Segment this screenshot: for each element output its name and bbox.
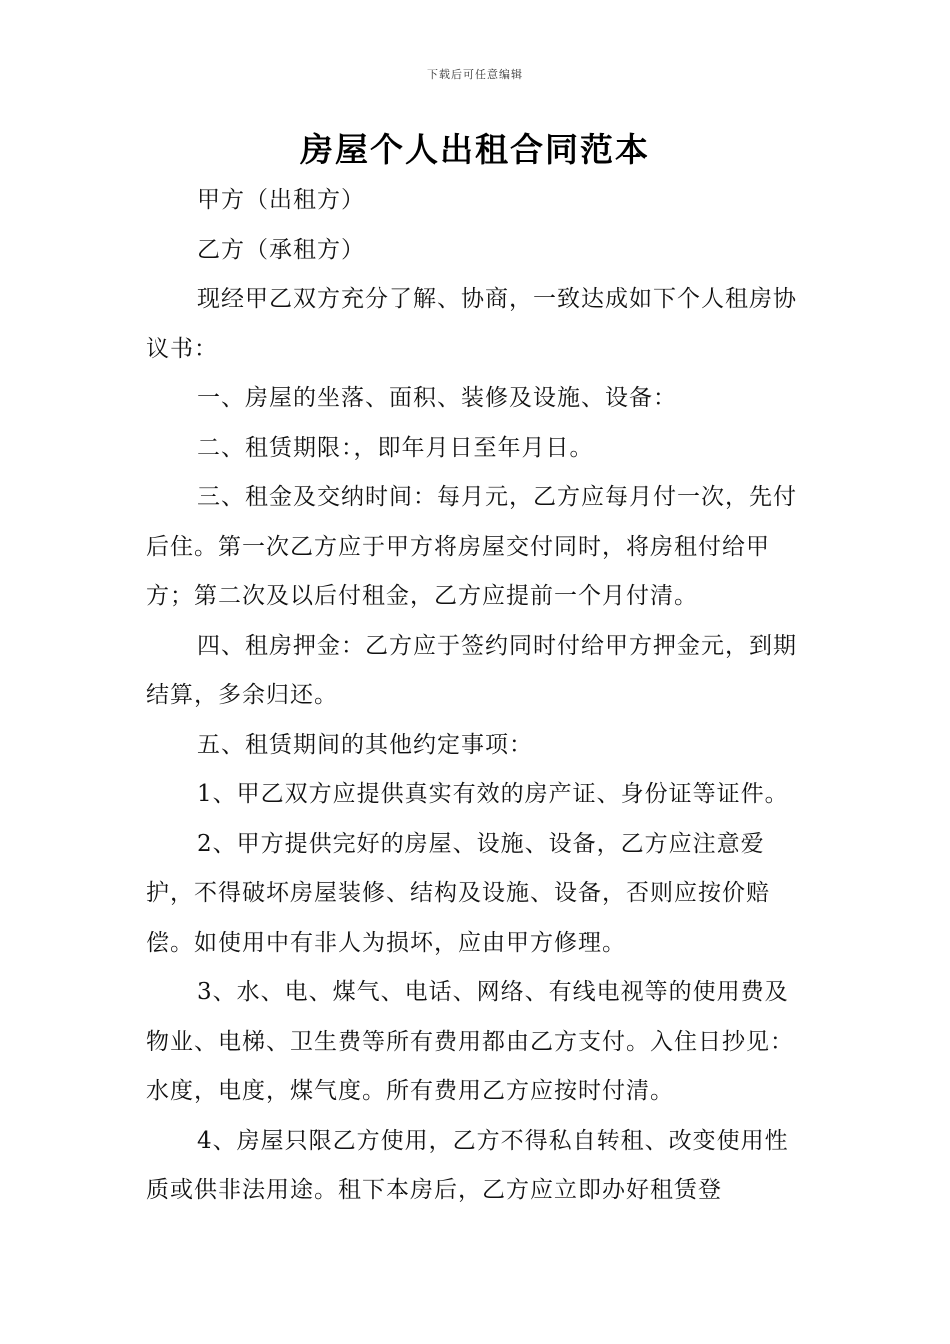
party-a-line: 甲方（出租方）: [197, 187, 365, 213]
clause-1: 一、房屋的坐落、面积、装修及设施、设备：: [197, 385, 677, 411]
clause-4: 四、租房押金：乙方应于签约同时付给甲方押金元，到期结算，多余归还。: [146, 632, 797, 708]
sub-clause-3: 3、水、电、煤气、电话、网络、有线电视等的使用费及物业、电梯、卫生费等所有费用都由乙方支付。入住日抄见：水度，电度，煤气度。所有费用乙方应按时付清。: [146, 979, 794, 1104]
sub-clause-1: 1、甲乙双方应提供真实有效的房产证、身份证等证件。: [197, 781, 789, 807]
document-body: [146, 176, 810, 1216]
clause-5: 五、租赁期间的其他约定事项：: [197, 731, 533, 758]
intro-paragraph: 现经甲乙双方充分了解、协商，一致达成如下个人租房协议书：: [146, 286, 797, 362]
sub-clause-2: 2、甲方提供完好的房屋、设施、设备，乙方应注意爱护，不得破坏房屋装修、结构及设施、设备，否则应按价赔偿。如使用中有非人为损坏，应由甲方修理。: [146, 830, 770, 956]
document-title: 房屋个人出租合同范本: [300, 130, 650, 169]
party-b-line: 乙方（承租方）: [197, 236, 365, 263]
sub-clause-4: 4、房屋只限乙方使用，乙方不得私自转租、改变使用性质或供非法用途。租下本房后，乙方应立即办好租赁登: [146, 1127, 789, 1203]
clause-2: 二、租赁期限：，即年月日至年月日。: [197, 434, 594, 461]
header-note: 下载后可任意编辑: [427, 68, 523, 81]
clause-3: 三、租金及交纳时间：每月元，乙方应每月付一次，先付后住。第一次乙方应于甲方将房屋交付同时，将房租付给甲方；第二次及以后付租金，乙方应提前一个月付清。: [146, 484, 797, 609]
